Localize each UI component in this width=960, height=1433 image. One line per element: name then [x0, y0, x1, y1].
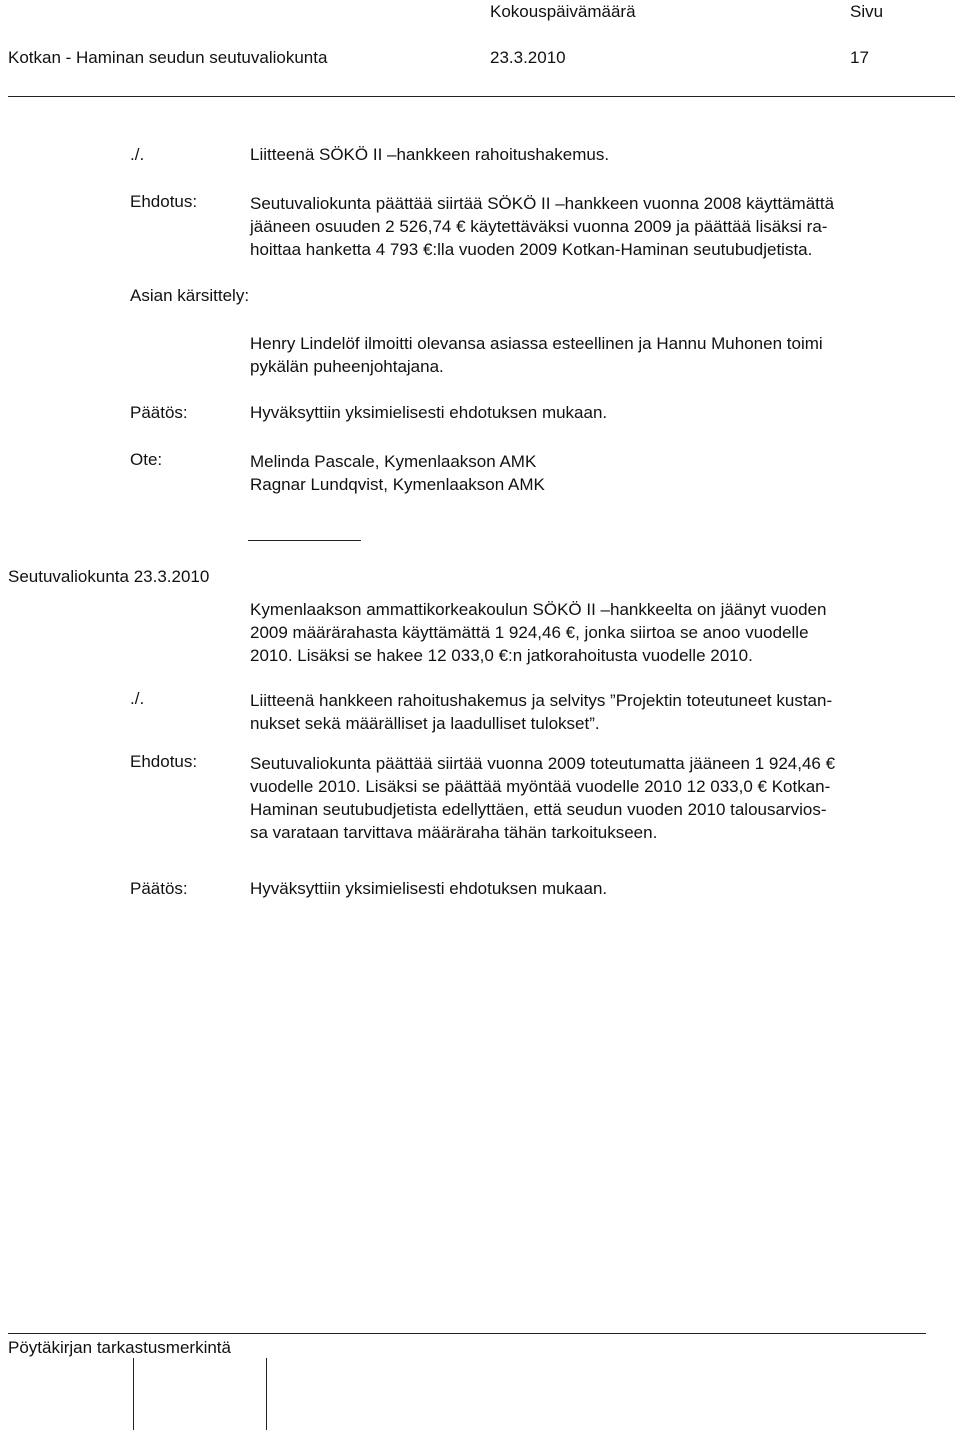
section-heading: Seutuvaliokunta 23.3.2010	[8, 567, 210, 586]
attachment-line: nukset sekä määrälliset ja laadulliset tulokset”.	[250, 714, 600, 733]
excerpt-recipient: Ragnar Lundqvist, Kymenlaakson AMK	[250, 475, 545, 494]
organization-name: Kotkan - Haminan seudun seutuvaliokunta	[8, 48, 328, 67]
footer-label: Pöytäkirjan tarkastusmerkintä	[8, 1338, 231, 1357]
proposal-line: hoittaa hanketta 4 793 €:lla vuoden 2009 Kotkan-Haminan seutubudjetista.	[250, 240, 813, 259]
meeting-date: 23.3.2010	[490, 48, 566, 67]
intro-line: 2010. Lisäksi se hakee 12 033,0 €:n jatkorahoitusta vuodelle 2010.	[250, 646, 753, 665]
proposal-text	[250, 752, 835, 844]
attachment-text	[250, 689, 832, 735]
header-rule	[8, 96, 955, 97]
intro-line: Kymenlaakson ammattikorkeakoulun SÖKÖ II –hankkeelta on jäänyt vuoden	[250, 600, 827, 619]
proposal-line: Haminan seutubudjetista edellyttäen, että seudun vuoden 2010 talousarvios-	[250, 800, 827, 819]
intro-text	[250, 598, 826, 667]
excerpt-recipients	[250, 450, 545, 496]
initials-box-divider	[266, 1358, 267, 1430]
attachment-marker: ./.	[130, 145, 145, 164]
handling-label: Asian kärsittely:	[130, 286, 250, 305]
excerpt-label: Ote:	[130, 450, 163, 469]
proposal-line: Seutuvaliokunta päättää siirtää vuonna 2009 toteutumatta jääneen 1 924,46 €	[250, 754, 836, 773]
decision-text: Hyväksyttiin yksimielisesti ehdotuksen mukaan.	[250, 879, 608, 898]
page-column-label: Sivu	[850, 2, 884, 21]
proposal-text	[250, 192, 834, 261]
intro-line: 2009 määrärahasta käyttämättä 1 924,46 €, jonka siirtoa se anoo vuodelle	[250, 623, 809, 642]
handling-line: Henry Lindelöf ilmoitti olevansa asiassa esteellinen ja Hannu Muhonen toimi	[250, 334, 823, 353]
attachment-line: Liitteenä hankkeen rahoitushakemus ja selvitys ”Projektin toteutuneet kustan-	[250, 691, 833, 710]
date-column-label: Kokouspäivämäärä	[490, 2, 636, 21]
decision-text: Hyväksyttiin yksimielisesti ehdotuksen mukaan.	[250, 403, 608, 422]
page-number: 17	[850, 48, 869, 67]
proposal-line: Seutuvaliokunta päättää siirtää SÖKÖ II –hankkeen vuonna 2008 käyttämättä	[250, 194, 835, 213]
initials-box-divider	[133, 1358, 134, 1430]
proposal-label: Ehdotus:	[130, 192, 198, 211]
decision-label: Päätös:	[130, 403, 188, 422]
excerpt-recipient: Melinda Pascale, Kymenlaakson AMK	[250, 452, 537, 471]
footer-rule	[8, 1333, 926, 1334]
proposal-line: sa varataan tarvittava määräraha tähän tarkoitukseen.	[250, 823, 658, 842]
attachment-text: Liitteenä SÖKÖ II –hankkeen rahoitushakemus.	[250, 145, 610, 164]
decision-label: Päätös:	[130, 879, 188, 898]
proposal-line: jääneen osuuden 2 526,74 € käytettäväksi vuonna 2009 ja päättää lisäksi ra-	[250, 217, 828, 236]
attachment-marker: ./.	[130, 689, 145, 708]
section-separator	[248, 540, 361, 541]
handling-text	[250, 332, 823, 378]
proposal-label: Ehdotus:	[130, 752, 198, 771]
proposal-line: vuodelle 2010. Lisäksi se päättää myöntää vuodelle 2010 12 033,0 € Kotkan-	[250, 777, 831, 796]
handling-line: pykälän puheenjohtajana.	[250, 357, 444, 376]
